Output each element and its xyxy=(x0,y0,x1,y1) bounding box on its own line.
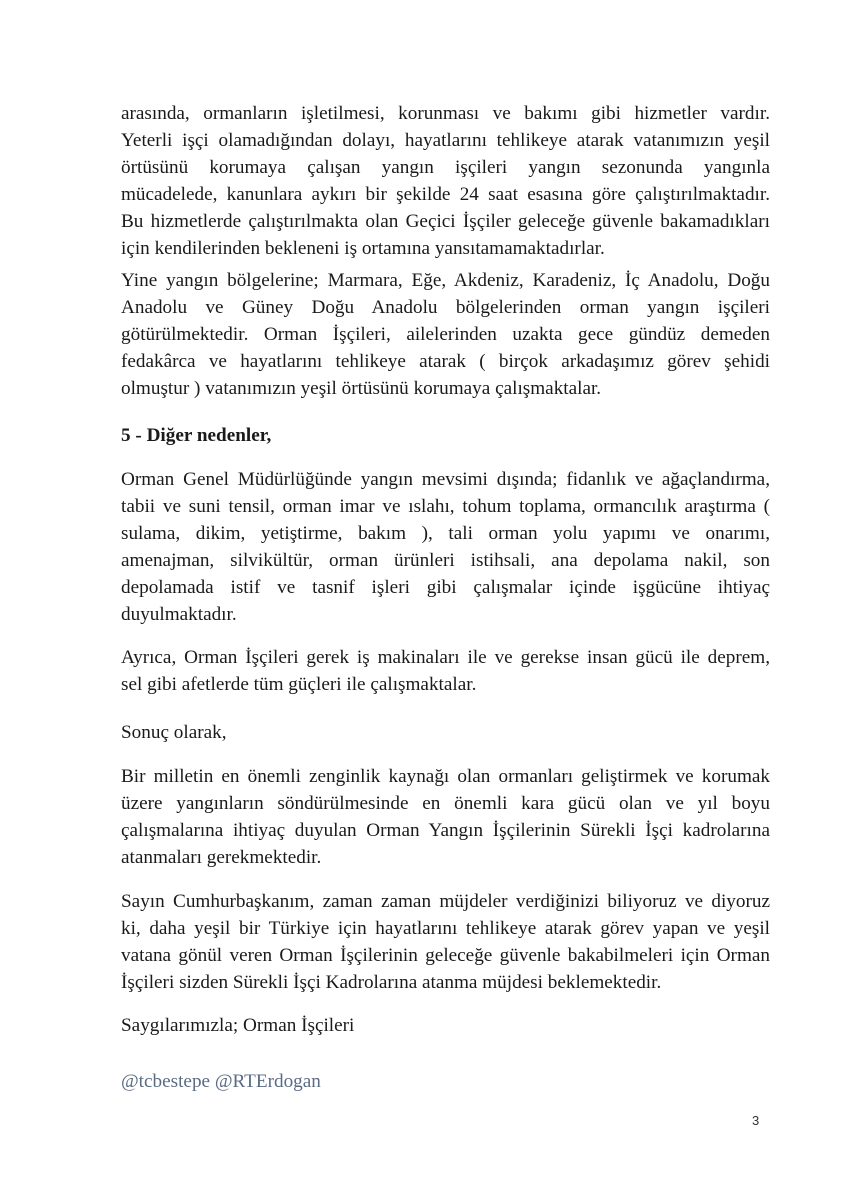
text-line: Saygılarımızla; Orman İşçileri xyxy=(121,1015,355,1036)
text-line: örtüsünü korumaya çalışan yangın işçileri yangın sezonunda yangınla xyxy=(121,156,770,178)
text-line: götürülmektedir. Orman İşçileri, ailelerinden uzakta gece gündüz demeden xyxy=(121,323,770,345)
paragraph-forestry-services xyxy=(121,101,770,262)
paragraph-other-work xyxy=(121,467,770,628)
text-line: için kendilerinden bekleneni iş ortamına yansıtamamaktadırlar. xyxy=(121,237,605,259)
text-line: Yine yangın bölgelerine; Marmara, Eğe, Akdeniz, Karadeniz, İç Anadolu, Doğu xyxy=(121,270,770,291)
text-line: mücadelede, kanunlara aykırı bir şekilde 24 saat esasına göre çalıştırılmaktadır. xyxy=(121,183,770,205)
text-line: Bir milletin en önemli zenginlik kaynağı olan ormanları geliştirmek ve korumak xyxy=(121,766,770,787)
text-line: Anadolu ve Güney Doğu Anadolu bölgelerinden orman yangın işçileri xyxy=(121,296,770,318)
heading-text: 5 - Diğer nedenler, xyxy=(121,425,272,446)
text-line: Ayrıca, Orman İşçileri gerek iş makinaları ile ve gerekse insan gücü ile deprem, xyxy=(121,647,770,668)
page-number: 3 xyxy=(752,1113,760,1128)
text-line: sel gibi afetlerde tüm güçleri ile çalışmaktalar. xyxy=(121,673,477,695)
paragraph-appeal xyxy=(121,889,770,997)
text-line: atanmaları gerekmektedir. xyxy=(121,846,322,868)
paragraph-fire-regions xyxy=(121,268,770,403)
paragraph-conclusion-label xyxy=(121,720,770,747)
text-line: sulama, dikim, yetiştirme, bakım ), tali orman yolu yapımı ve onarımı, xyxy=(121,522,770,544)
text-line: Yeterli işçi olamadığından dolayı, hayatlarını tehlikeye atarak vatanımızın yeşil xyxy=(121,129,770,151)
text-line: olmuştur ) vatanımızın yeşil örtüsünü korumaya çalışmaktalar. xyxy=(121,377,602,399)
text-line: fedakârca ve hayatlarını tehlikeye atarak ( birçok arkadaşımız görev şehidi xyxy=(121,350,770,372)
section-heading xyxy=(121,423,770,450)
text-line: @tcbestepe @RTErdogan xyxy=(121,1071,321,1092)
text-line: tabii ve suni tensil, orman imar ve ıslahı, tohum toplama, ormancılık araştırma ( xyxy=(121,495,770,517)
text-line: duyulmaktadır. xyxy=(121,603,237,625)
text-line: çalışmalarına ihtiyaç duyulan Orman Yangın İşçilerinin Sürekli İşçi kadrolarına xyxy=(121,819,770,841)
text-line: Bu hizmetlerde çalıştırılmakta olan Geçici İşçiler geleceğe güvenle bakamadıkları xyxy=(121,210,770,232)
text-line: Sayın Cumhurbaşkanım, zaman zaman müjdeler verdiğinizi biliyoruz ve diyoruz xyxy=(121,891,770,912)
text-line: vatana gönül veren Orman İşçilerinin geleceğe güvenle bakabilmeleri için Orman xyxy=(121,944,770,966)
text-line: amenajman, silvikültür, orman ürünleri istihsali, ana depolama nakil, son xyxy=(121,549,770,571)
closing-signature xyxy=(121,1013,770,1040)
twitter-handles xyxy=(121,1069,770,1096)
text-line: arasında, ormanların işletilmesi, korunması ve bakımı gibi hizmetler vardır. xyxy=(121,103,770,124)
paragraph-disasters xyxy=(121,645,770,699)
text-line: ki, daha yeşil bir Türkiye için hayatlarını tehlikeye atarak görev yapan ve yeşil xyxy=(121,917,770,939)
text-line: İşçileri sizden Sürekli İşçi Kadrolarına atanma müjdesi beklemektedir. xyxy=(121,971,662,993)
text-line: depolamada istif ve tasnif işleri gibi çalışmalar içinde işgücüne ihtiyaç xyxy=(121,576,770,598)
text-line: Orman Genel Müdürlüğünde yangın mevsimi dışında; fidanlık ve ağaçlandırma, xyxy=(121,469,770,490)
text-line: üzere yangınların söndürülmesinde en önemli kara gücü olan ve yıl boyu xyxy=(121,792,770,814)
paragraph-conclusion xyxy=(121,764,770,872)
text-line: Sonuç olarak, xyxy=(121,722,227,743)
